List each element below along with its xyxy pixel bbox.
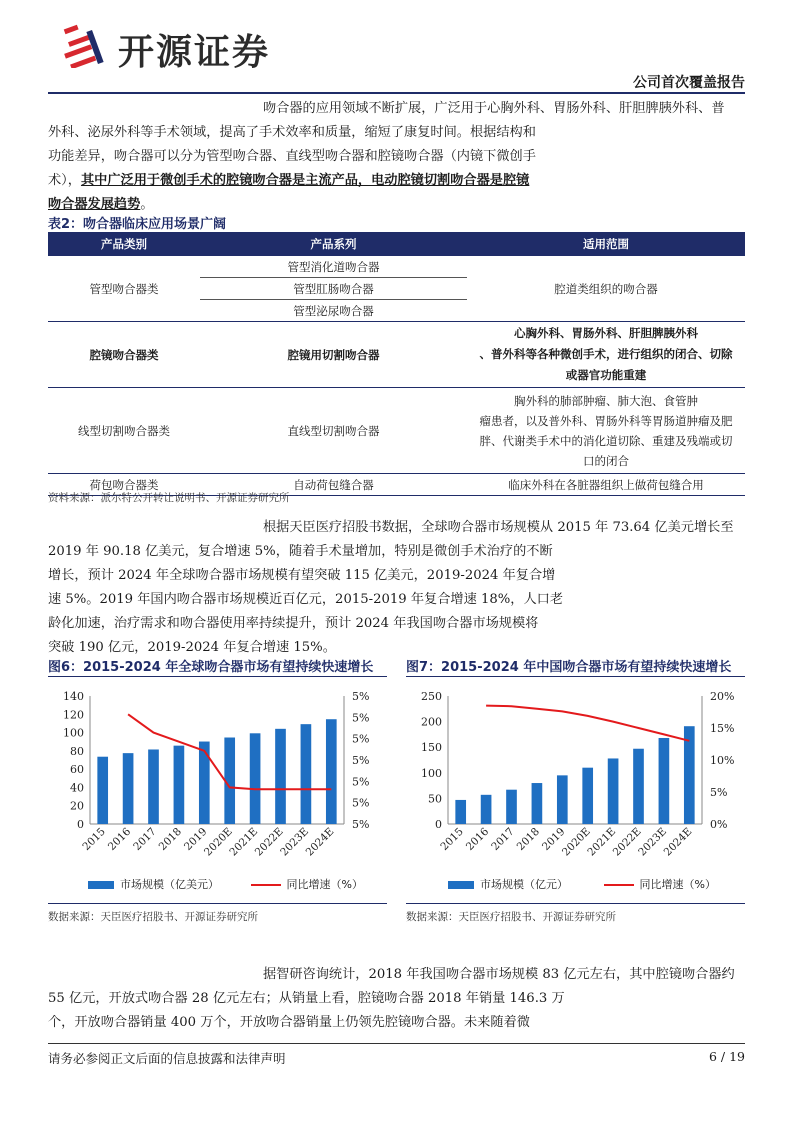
table-cell: 管型消化道吻合器	[200, 256, 467, 278]
bar	[659, 738, 670, 824]
y-right-tick-label: 5%	[352, 690, 370, 703]
market-paragraph	[48, 516, 745, 660]
text-line: 术），其中广泛用于微创手术的腔镜吻合器是主流产品，电动腔镜切割吻合器是腔镜	[48, 173, 530, 188]
text-line: 增长，预计 2024 年全球吻合器市场规模有望突破 115 亿美元，2019-2024 年复合增	[48, 568, 556, 583]
table-cell: 临床外科在各脏器组织上做荷包缝合用	[467, 474, 745, 496]
header-divider	[48, 92, 745, 94]
bar	[506, 790, 517, 824]
figure6-caption: 图6：2015-2024 年全球吻合器市场有望持续快速增长	[48, 660, 374, 675]
y-right-tick-label: 5%	[352, 732, 370, 746]
bar	[97, 757, 108, 824]
table-cell: 腔镜用切割吻合器	[200, 322, 467, 388]
bar	[557, 775, 568, 824]
y-left-tick-label: 200	[421, 715, 442, 729]
table-cell: 腔镜吻合器类	[48, 322, 200, 388]
text-line: 据智研咨询统计，2018 年我国吻合器市场规模 83 亿元左右，其中腔镜吻合器约	[263, 967, 735, 982]
legend-line-swatch	[604, 884, 634, 886]
figure7-source: 数据来源：天臣医疗招股书、开源证券研究所	[406, 911, 616, 923]
bar	[250, 733, 261, 824]
y-left-tick-label: 0	[77, 818, 84, 831]
y-left-tick-label: 50	[428, 792, 442, 806]
x-tick-label: 2019	[540, 825, 568, 854]
text-line: 功能差异，吻合器可以分为管型吻合器、直线型吻合器和腔镜吻合器（内镜下微创手	[48, 149, 536, 164]
bar	[481, 795, 492, 824]
y-left-tick-label: 60	[70, 763, 84, 777]
bar	[532, 783, 543, 824]
global-market-chart	[48, 680, 387, 870]
x-tick-label: 2023E	[636, 825, 670, 859]
legend-bar-label: 市场规模（亿元）	[480, 878, 568, 891]
text-line: 吻合器发展趋势。	[48, 197, 154, 212]
bar	[301, 724, 312, 824]
growth-line	[486, 706, 689, 741]
legend-bar-swatch	[448, 881, 474, 889]
bar	[199, 742, 210, 824]
x-tick-label: 2021E	[585, 825, 619, 859]
table-header: 产品系列	[200, 232, 467, 256]
x-tick-label: 2018	[514, 825, 543, 854]
y-left-tick-label: 150	[421, 741, 442, 755]
table-cell: 线型切割吻合器类	[48, 388, 200, 474]
y-right-tick-label: 0%	[710, 818, 728, 831]
application-table	[48, 232, 745, 496]
x-tick-label: 2018	[156, 825, 185, 854]
text-line: 龄化加速，治疗需求和吻合器使用率持续提升，预计 2024 年我国吻合器市场规模将	[48, 616, 539, 631]
y-right-tick-label: 5%	[352, 796, 370, 810]
y-left-tick-label: 100	[63, 726, 84, 740]
figure6-bottom-rule	[48, 903, 387, 904]
table-cell: 管型肛肠吻合器	[200, 278, 467, 300]
y-right-tick-label: 5%	[352, 818, 370, 831]
x-tick-label: 2022E	[252, 825, 286, 859]
text-line: 根据天臣医疗招股书数据，全球吻合器市场规模从 2015 年 73.64 亿美元增长至	[263, 520, 734, 535]
y-right-tick-label: 5%	[352, 711, 370, 725]
y-right-tick-label: 5%	[710, 786, 728, 799]
y-left-tick-label: 250	[421, 690, 442, 703]
y-right-tick-label: 20%	[710, 690, 735, 703]
table-cell: 直线型切割吻合器	[200, 388, 467, 474]
legend-line-label: 同比增速（%）	[286, 878, 363, 891]
text-line: 2019 年 90.18 亿美元，复合增速 5%，随着手术量增加，特别是微创手术治疗的不断	[48, 544, 553, 559]
figure7-bottom-rule	[406, 903, 745, 904]
text-line: 55 亿元，开放式吻合器 28 亿元左右；从销量上看，腔镜吻合器 2018 年销量 146.3 万	[48, 991, 565, 1006]
legend-line-label: 同比增速（%）	[639, 878, 716, 891]
y-right-tick-label: 5%	[352, 775, 370, 789]
y-right-tick-label: 5%	[352, 754, 370, 767]
text-line: 吻合器的应用领域不断扩展，广泛用于心胸外科、胃肠外科、肝胆脾胰外科、普	[263, 101, 725, 116]
bar	[633, 749, 644, 824]
table-cell: 腔道类组织的吻合器	[467, 256, 745, 322]
bar	[123, 753, 134, 824]
bar	[608, 758, 619, 824]
figure7-caption-rule	[406, 676, 745, 677]
x-tick-label: 2017	[131, 825, 159, 854]
figure7-legend	[448, 876, 716, 892]
figure6-source: 数据来源：天臣医疗招股书、开源证券研究所	[48, 911, 258, 923]
volume-paragraph	[48, 963, 745, 1035]
table-cell: 管型吻合器类	[48, 256, 200, 322]
y-left-tick-label: 100	[421, 766, 442, 780]
legend-bar-label: 市场规模（亿美元）	[120, 878, 219, 891]
bar	[455, 800, 466, 824]
footer-disclaimer: 请务必参阅正文后面的信息披露和法律声明	[48, 1051, 286, 1066]
table-caption: 表2：吻合器临床应用场景广阔	[48, 217, 227, 232]
bar	[148, 749, 159, 824]
bar	[174, 746, 185, 824]
x-tick-label: 2016	[463, 825, 492, 854]
y-left-tick-label: 20	[70, 799, 84, 813]
x-tick-label: 2024E	[303, 825, 337, 859]
y-left-tick-label: 140	[63, 690, 84, 703]
x-tick-label: 2015	[438, 825, 466, 854]
x-tick-label: 2020E	[202, 825, 235, 859]
x-tick-label: 2017	[489, 825, 517, 854]
table-cell: 荷包吻合器类	[48, 474, 200, 496]
legend-bar-swatch	[88, 881, 114, 889]
china-market-chart	[406, 680, 745, 870]
x-tick-label: 2019	[182, 825, 210, 854]
emphasis-text: 吻合器发展趋势	[48, 197, 141, 212]
y-left-tick-label: 80	[70, 744, 84, 758]
x-tick-label: 2015	[80, 825, 108, 854]
intro-paragraph	[48, 97, 745, 217]
brand-logo-icon	[62, 22, 110, 68]
table-header: 产品类别	[48, 232, 200, 256]
y-left-tick-label: 120	[63, 708, 84, 722]
y-left-tick-label: 40	[70, 781, 84, 795]
bar	[326, 719, 337, 824]
x-tick-label: 2016	[105, 825, 134, 854]
text-line: 速 5%。2019 年国内吻合器市场规模近百亿元，2015-2019 年复合增速 18%，人口老	[48, 592, 564, 607]
legend-line-swatch	[251, 884, 281, 886]
footer-divider	[48, 1043, 745, 1044]
text-line: 个，开放吻合器销量 400 万个，开放吻合器销量上仍领先腔镜吻合器。未来随着微	[48, 1015, 530, 1030]
figure6-legend	[88, 876, 363, 892]
y-right-tick-label: 15%	[710, 722, 735, 735]
x-tick-label: 2021E	[227, 825, 261, 859]
bar	[275, 729, 286, 824]
y-right-tick-label: 10%	[710, 754, 735, 767]
x-tick-label: 2023E	[278, 825, 312, 859]
document-type: 公司首次覆盖报告	[633, 75, 745, 91]
x-tick-label: 2022E	[610, 825, 644, 859]
emphasis-text: 其中广泛用于微创手术的腔镜吻合器是主流产品，电动腔镜切割吻合器是腔镜	[80, 173, 530, 188]
figure7-caption: 图7：2015-2024 年中国吻合器市场有望持续快速增长	[406, 660, 732, 675]
brand-name: 开源证券	[118, 32, 271, 73]
table-cell: 自动荷包缝合器	[200, 474, 467, 496]
x-tick-label: 2024E	[661, 825, 695, 859]
table-cell: 胸外科的肺部肿瘤、肺大泡、食管肿 瘤患者，以及普外科、胃肠外科等胃肠道肿瘤及肥 胖、代谢类手术中的消化道切除、重建及残端或切 口的闭合	[467, 388, 745, 474]
table-header: 适用范围	[467, 232, 745, 256]
page-number: 6 / 19	[708, 1049, 745, 1064]
table-cell: 心胸外科、胃肠外科、肝胆脾胰外科 、普外科等各种微创手术，进行组织的闭合、切除 或器官功能重建	[467, 322, 745, 388]
table-source: 资料来源：派尔特公开转让说明书、开源证券研究所	[48, 492, 290, 504]
text-line: 外科、泌尿外科等手术领域，提高了手术效率和质量，缩短了康复时间。根据结构和	[48, 125, 536, 140]
text-line: 突破 190 亿元，2019-2024 年复合增速 15%。	[48, 640, 336, 655]
y-left-tick-label: 0	[435, 818, 442, 831]
table-cell: 管型泌尿吻合器	[200, 300, 467, 322]
x-tick-label: 2020E	[560, 825, 593, 859]
bar	[582, 768, 593, 824]
figure6-caption-rule	[48, 676, 387, 677]
